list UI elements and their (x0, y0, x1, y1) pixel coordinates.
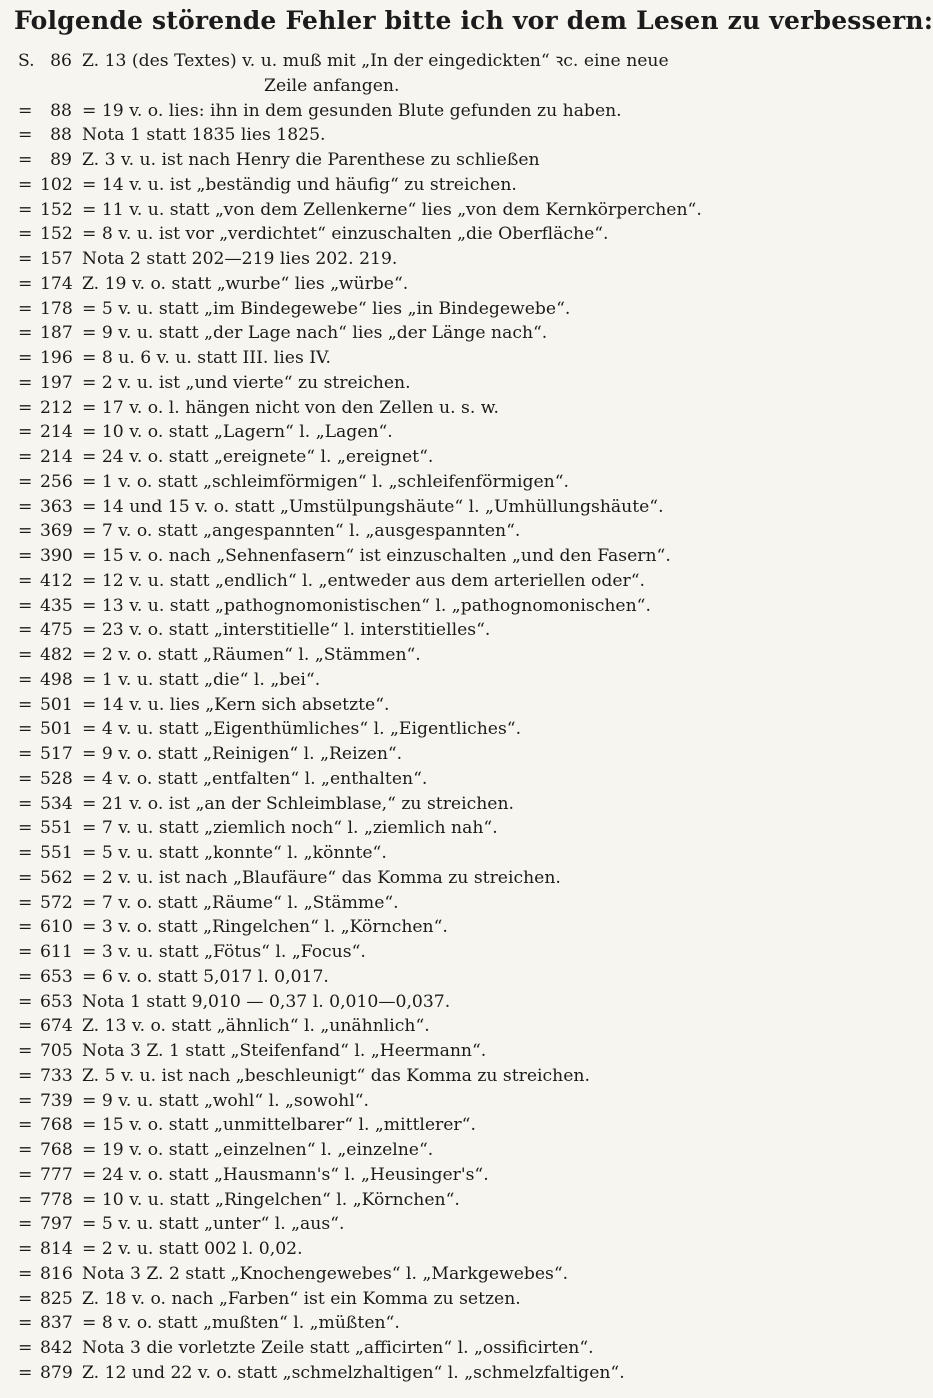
erratum-text: = 10 v. u. statt „Ringelchen“ l. „Körnchen“. (82, 1189, 460, 1210)
erratum-text: = 4 v. u. statt „Eigenthümliches“ l. „Eigentliches“. (82, 719, 522, 740)
erratum-marker: = (18, 125, 33, 146)
erratum-row (14, 1336, 786, 1361)
erratum-row (14, 544, 786, 569)
erratum-row (14, 420, 786, 445)
erratum-marker: = (18, 966, 33, 987)
erratum-text: Z. 13 (des Textes) v. u. muß mit „In der eingedickten“ ꝛc. eine neue (82, 51, 669, 71)
erratum-page-number: 739 (40, 1090, 73, 1111)
erratum-row (14, 742, 786, 767)
erratum-marker: = (18, 1164, 33, 1185)
erratum-page-number: 88 (50, 100, 72, 121)
erratum-page-number: 157 (40, 249, 73, 269)
page-title: Folgende störende Fehler bitte ich vor dem Lesen zu verbessern: (14, 6, 933, 35)
erratum-page-number: 610 (40, 917, 73, 938)
erratum-marker: = (18, 174, 33, 195)
erratum-text: = 12 v. u. statt „endlich“ l. „entweder aus dem arteriellen oder“. (82, 570, 645, 591)
erratum-row (14, 792, 786, 817)
erratum-page-number: 837 (40, 1313, 73, 1334)
erratum-page-number: 528 (40, 768, 73, 789)
erratum-text: Nota 3 Z. 1 statt „Steifenfand“ l. „Heermann“. (82, 1041, 487, 1061)
erratum-page-number: 482 (40, 645, 73, 665)
erratum-row (14, 1163, 786, 1188)
erratum-text: = 2 v. u. statt 002 l. 0,02. (82, 1239, 303, 1259)
erratum-row (14, 1237, 786, 1262)
erratum-page-number: 768 (40, 1140, 73, 1160)
erratum-marker: = (18, 372, 33, 393)
erratum-page-number: 653 (40, 966, 73, 987)
erratum-text: = 2 v. u. ist „und vierte“ zu streichen. (82, 372, 411, 393)
erratum-text: = 17 v. o. l. hängen nicht von den Zellen u. s. w. (82, 397, 499, 418)
erratum-marker: = (18, 942, 33, 962)
erratum-marker: = (18, 669, 33, 690)
erratum-page-number: 733 (40, 1065, 73, 1086)
erratum-marker: = (18, 694, 33, 715)
erratum-page-number: 435 (40, 595, 73, 616)
erratum-page-number: 797 (40, 1214, 73, 1235)
erratum-marker: = (18, 768, 33, 789)
erratum-text: = 5 v. u. statt „im Bindegewebe“ lies „in Bindegewebe“. (82, 298, 571, 319)
erratum-page-number: 214 (40, 447, 73, 467)
erratum-marker: = (18, 1016, 33, 1037)
erratum-row (14, 49, 786, 74)
erratum-page-number: 196 (40, 348, 73, 368)
erratum-page-number: 534 (40, 793, 73, 814)
erratum-page-number: 777 (40, 1164, 73, 1185)
erratum-page-number: 197 (40, 372, 73, 393)
erratum-text: = 8 u. 6 v. u. statt III. lies IV. (82, 348, 331, 368)
erratum-row (14, 173, 786, 198)
erratum-page-number: 572 (40, 892, 73, 913)
erratum-text: = 2 v. u. ist nach „Blaufäure“ das Komma zu streichen. (82, 867, 561, 888)
erratum-row (14, 915, 786, 940)
erratum-text: Nota 3 Z. 2 statt „Knochengewebes“ l. „Markgewebes“. (82, 1263, 569, 1284)
erratum-row (14, 272, 786, 297)
erratum-page-number: 501 (40, 719, 73, 740)
erratum-row (14, 1188, 786, 1213)
erratum-text: Z. 13 v. o. statt „ähnlich“ l. „unähnlich“. (82, 1016, 430, 1037)
erratum-row (14, 990, 786, 1015)
erratum-text: = 1 v. u. statt „die“ l. „bei“. (82, 669, 321, 690)
erratum-page-number: 369 (40, 521, 73, 542)
erratum-text: Z. 19 v. o. statt „wurbe“ lies „würbe“. (82, 273, 409, 294)
erratum-text: = 9 v. u. statt „der Lage nach“ lies „der Länge nach“. (82, 323, 548, 344)
erratum-marker: = (18, 892, 33, 913)
erratum-row (14, 618, 786, 643)
erratum-text: = 7 v. u. statt „ziemlich noch“ l. „ziemlich nah“. (82, 818, 498, 839)
erratum-page-number: 412 (40, 570, 73, 591)
erratum-page-number: 187 (40, 323, 73, 344)
erratum-marker: = (18, 1313, 33, 1334)
erratum-row (14, 247, 786, 272)
erratum-page-number: 152 (40, 199, 73, 220)
erratum-text: = 8 v. o. statt „mußten“ l. „müßten“. (82, 1313, 400, 1334)
erratum-row (14, 767, 786, 792)
erratum-text: Z. 3 v. u. ist nach Henry die Parenthese zu schließen (82, 150, 540, 170)
erratum-marker: = (18, 150, 33, 170)
erratum-row (14, 569, 786, 594)
erratum-text: = 1 v. o. statt „schleimförmigen“ l. „schleifenförmigen“. (82, 471, 570, 492)
erratum-text: = 21 v. o. ist „an der Schleimblase,“ zu streichen. (82, 793, 514, 814)
erratum-page-number: 653 (40, 991, 73, 1012)
erratum-text: Z. 5 v. u. ist nach „beschleunigt“ das Komma zu streichen. (82, 1065, 590, 1086)
erratum-text: = 15 v. o. statt „unmittelbarer“ l. „mittlerer“. (82, 1115, 476, 1136)
erratum-text: = 5 v. u. statt „konnte“ l. „könnte“. (82, 843, 387, 863)
erratum-row (14, 1212, 786, 1237)
erratum-page-number: 551 (40, 843, 73, 863)
erratum-page-number: 705 (40, 1041, 73, 1061)
erratum-row (14, 519, 786, 544)
erratum-text: = 7 v. o. statt „Räume“ l. „Stämme“. (82, 892, 399, 913)
erratum-marker: = (18, 818, 33, 839)
erratum-marker: = (18, 595, 33, 616)
erratum-marker: = (18, 348, 33, 368)
erratum-marker: = (18, 1239, 33, 1259)
erratum-marker: = (18, 1090, 33, 1111)
erratum-row (14, 99, 786, 124)
erratum-page-number: 674 (40, 1016, 73, 1037)
erratum-row (14, 866, 786, 891)
erratum-text: = 19 v. o. lies: ihn in dem gesunden Blute gefunden zu haben. (82, 100, 622, 121)
erratum-row (14, 1039, 786, 1064)
erratum-text: = 9 v. u. statt „wohl“ l. „sowohl“. (82, 1090, 369, 1111)
erratum-text: Z. 12 und 22 v. o. statt „schmelzhaltigen“ l. „schmelzfaltigen“. (82, 1362, 625, 1383)
erratum-row (14, 1014, 786, 1039)
erratum-text: = 3 v. u. statt „Fötus“ l. „Focus“. (82, 942, 366, 962)
erratum-page-number: 816 (40, 1263, 73, 1284)
erratum-text: = 24 v. o. statt „Hausmann's“ l. „Heusinger's“. (82, 1164, 489, 1185)
erratum-marker: = (18, 719, 33, 740)
erratum-marker: = (18, 496, 33, 517)
erratum-marker: = (18, 620, 33, 641)
erratum-row (14, 371, 786, 396)
erratum-row (14, 396, 786, 421)
erratum-marker: = (18, 224, 33, 245)
erratum-text: = 8 v. u. ist vor „verdichtet“ einzuschalten „die Oberfläche“. (82, 224, 609, 245)
erratum-text: Z. 18 v. o. nach „Farben“ ist ein Komma zu setzen. (82, 1288, 521, 1309)
erratum-marker: = (18, 471, 33, 492)
erratum-text: = 14 v. u. lies „Kern sich absetzte“. (82, 694, 390, 715)
erratum-marker: = (18, 1140, 33, 1160)
erratum-row (14, 1287, 786, 1312)
erratum-marker: = (18, 521, 33, 542)
erratum-page-number: 256 (40, 471, 73, 492)
erratum-continuation (14, 74, 786, 99)
erratum-text: = 24 v. o. statt „ereignete“ l. „ereignet“. (82, 447, 434, 467)
erratum-page-number: 814 (40, 1239, 73, 1259)
erratum-marker: = (18, 249, 33, 269)
erratum-text: = 3 v. o. statt „Ringelchen“ l. „Körnchen“. (82, 917, 448, 938)
erratum-marker: = (18, 843, 33, 863)
erratum-marker: = (18, 1362, 33, 1383)
erratum-marker: = (18, 867, 33, 888)
errata-list (14, 49, 786, 1386)
erratum-text: = 10 v. o. statt „Lagern“ l. „Lagen“. (82, 422, 393, 443)
erratum-row (14, 1064, 786, 1089)
erratum-row (14, 1311, 786, 1336)
erratum-row (14, 841, 786, 866)
erratum-row (14, 470, 786, 495)
erratum-marker: = (18, 273, 33, 294)
erratum-text: = 5 v. u. statt „unter“ l. „aus“. (82, 1214, 345, 1235)
erratum-page-number: 89 (50, 150, 72, 170)
erratum-marker: = (18, 991, 33, 1012)
erratum-text: = 6 v. o. statt 5,017 l. 0,017. (82, 966, 329, 987)
erratum-text: = 19 v. o. statt „einzelnen“ l. „einzelne“. (82, 1140, 434, 1160)
erratum-row (14, 1361, 786, 1386)
erratum-row (14, 965, 786, 990)
erratum-page-number: 501 (40, 694, 73, 715)
erratum-marker: = (18, 298, 33, 319)
erratum-row (14, 495, 786, 520)
erratum-page-number: 562 (40, 867, 73, 888)
erratum-marker: = (18, 199, 33, 220)
erratum-page-number: 879 (40, 1362, 73, 1383)
erratum-page-number: 178 (40, 298, 73, 319)
erratum-page-number: 212 (40, 397, 73, 418)
erratum-marker: = (18, 546, 33, 566)
erratum-row (14, 594, 786, 619)
erratum-marker: = (18, 1065, 33, 1086)
erratum-row (14, 222, 786, 247)
erratum-marker: = (18, 645, 33, 665)
erratum-page-number: 363 (40, 496, 73, 517)
erratum-text: = 13 v. u. statt „pathognomonistischen“ l. „pathognomonischen“. (82, 595, 651, 616)
erratum-text: = 11 v. u. statt „von dem Zellenkerne“ lies „von dem Kernkörperchen“. (82, 199, 702, 220)
erratum-page-number: 611 (40, 942, 73, 962)
erratum-page-number: 174 (40, 273, 73, 294)
erratum-text: Nota 2 statt 202—219 lies 202. 219. (82, 249, 398, 269)
erratum-row (14, 816, 786, 841)
erratum-marker: = (18, 744, 33, 764)
erratum-row (14, 198, 786, 223)
erratum-row (14, 668, 786, 693)
erratum-page-number: 390 (40, 546, 73, 566)
erratum-row (14, 1138, 786, 1163)
erratum-row (14, 1262, 786, 1287)
erratum-marker: = (18, 1189, 33, 1210)
erratum-page-number: 825 (40, 1288, 73, 1309)
erratum-row (14, 148, 786, 173)
erratum-row (14, 1113, 786, 1138)
erratum-page-number: 475 (40, 620, 73, 641)
erratum-marker: = (18, 1338, 33, 1358)
erratum-text: Nota 1 statt 9,010 — 0,37 l. 0,010—0,037. (82, 991, 451, 1012)
erratum-page-number: 517 (40, 744, 73, 764)
erratum-text: Nota 3 die vorletzte Zeile statt „afficirten“ l. „ossificirten“. (82, 1338, 594, 1358)
erratum-row (14, 321, 786, 346)
erratum-marker: = (18, 793, 33, 814)
erratum-page-number: 842 (40, 1338, 73, 1358)
erratum-row (14, 643, 786, 668)
erratum-marker: = (18, 917, 33, 938)
erratum-page-number: 86 (50, 51, 72, 71)
erratum-marker: S. (18, 51, 35, 71)
erratum-text: = 15 v. o. nach „Sehnenfasern“ ist einzuschalten „und den Fasern“. (82, 546, 671, 566)
erratum-row (14, 1089, 786, 1114)
erratum-row (14, 940, 786, 965)
erratum-page-number: 778 (40, 1189, 73, 1210)
erratum-text: Nota 1 statt 1835 lies 1825. (82, 125, 326, 146)
erratum-marker: = (18, 447, 33, 467)
erratum-marker: = (18, 397, 33, 418)
erratum-page-number: 768 (40, 1115, 73, 1136)
erratum-marker: = (18, 1041, 33, 1061)
erratum-marker: = (18, 1263, 33, 1284)
erratum-continuation-text: Zeile anfangen. (264, 75, 400, 96)
erratum-marker: = (18, 570, 33, 591)
erratum-row (14, 123, 786, 148)
erratum-page-number: 152 (40, 224, 73, 245)
erratum-marker: = (18, 1214, 33, 1235)
erratum-page-number: 214 (40, 422, 73, 443)
erratum-row (14, 346, 786, 371)
erratum-text: = 9 v. o. statt „Reinigen“ l. „Reizen“. (82, 744, 403, 764)
erratum-text: = 14 v. u. ist „beständig und häufig“ zu streichen. (82, 174, 517, 195)
erratum-page-number: 102 (40, 174, 73, 195)
erratum-marker: = (18, 100, 33, 121)
erratum-page-number: 498 (40, 669, 73, 690)
erratum-row (14, 445, 786, 470)
erratum-text: = 7 v. o. statt „angespannten“ l. „ausgespannten“. (82, 521, 521, 542)
erratum-marker: = (18, 323, 33, 344)
erratum-page-number: 88 (50, 125, 72, 146)
erratum-row (14, 693, 786, 718)
erratum-marker: = (18, 422, 33, 443)
erratum-marker: = (18, 1115, 33, 1136)
erratum-page-number: 551 (40, 818, 73, 839)
erratum-marker: = (18, 1288, 33, 1309)
erratum-text: = 14 und 15 v. o. statt „Umstülpungshäute“ l. „Umhüllungshäute“. (82, 496, 664, 517)
erratum-row (14, 297, 786, 322)
erratum-text: = 4 v. o. statt „entfalten“ l. „enthalten“. (82, 768, 428, 789)
erratum-text: = 2 v. o. statt „Räumen“ l. „Stämmen“. (82, 645, 421, 665)
erratum-text: = 23 v. o. statt „interstitielle“ l. interstitielles“. (82, 620, 491, 641)
erratum-row (14, 717, 786, 742)
erratum-row (14, 891, 786, 916)
